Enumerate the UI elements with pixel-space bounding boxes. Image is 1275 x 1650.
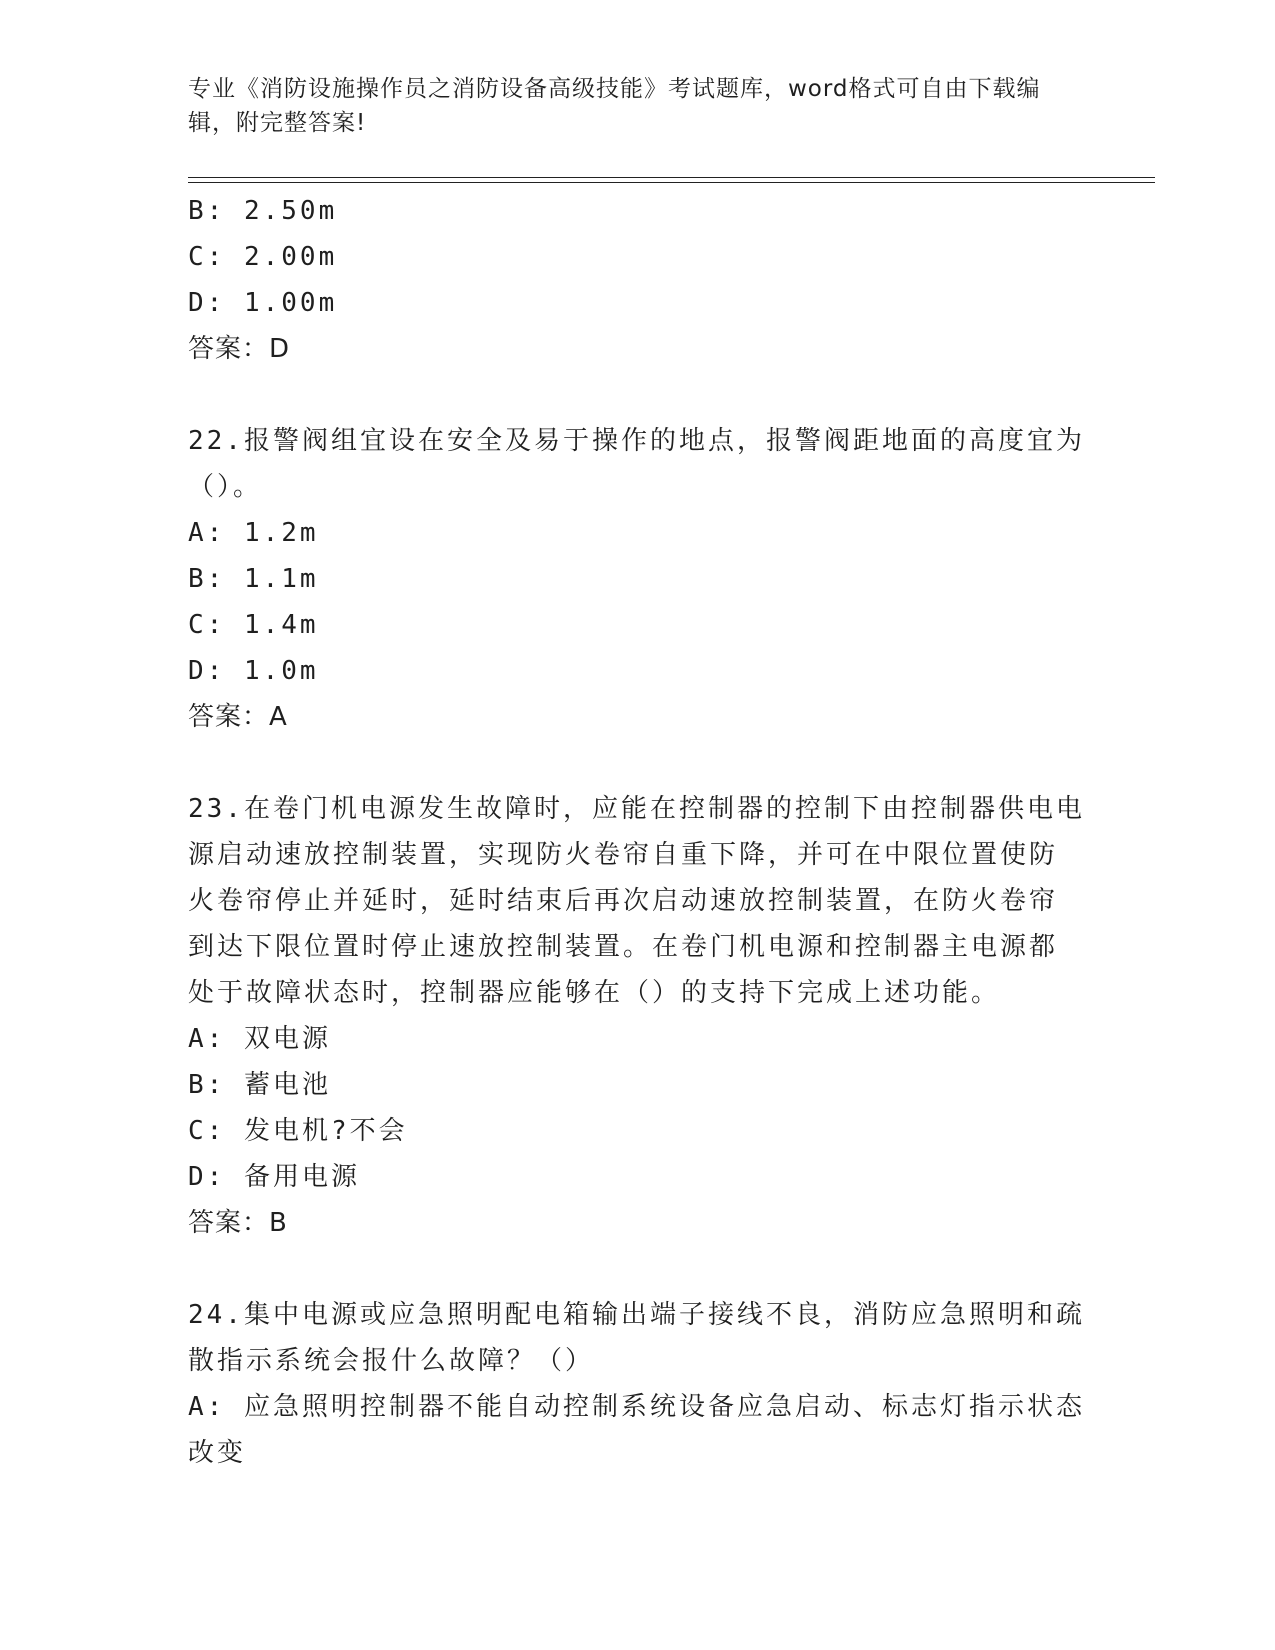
option-a: A: 1.2m: [188, 518, 319, 548]
option-c: C: 1.4m: [188, 610, 319, 640]
question-text-line: 23.在卷门机电源发生故障时，应能在控制器的控制下由控制器供电电: [188, 794, 1085, 824]
question-21-continuation: [188, 188, 1088, 372]
question-24: [188, 1292, 1088, 1476]
option-b: B: 2.50m: [188, 196, 338, 226]
question-22: [188, 418, 1088, 740]
question-text-line: 散指示系统会报什么故障？（）: [188, 1346, 595, 1376]
option-b: B: 1.1m: [188, 564, 319, 594]
answer-line: 答案：A: [188, 702, 288, 732]
option-b: B: 蓄电池: [188, 1070, 331, 1100]
option-a: A: 应急照明控制器不能自动控制系统设备应急启动、标志灯指示状态: [188, 1392, 1085, 1422]
header-divider-top: [188, 177, 1155, 178]
answer-line: 答案：B: [188, 1208, 288, 1238]
option-d: D: 备用电源: [188, 1162, 360, 1192]
header-divider-bottom: [188, 182, 1155, 183]
spacer: [188, 1246, 1088, 1292]
header-title-line-2: 辑，附完整答案!: [188, 110, 367, 136]
question-text-line: 火卷帘停止并延时，延时结束后再次启动速放控制装置，在防火卷帘: [188, 886, 1059, 916]
option-d: D: 1.00m: [188, 288, 338, 318]
spacer: [188, 740, 1088, 786]
question-text-line: 24.集中电源或应急照明配电箱输出端子接线不良，消防应急照明和疏: [188, 1300, 1085, 1330]
question-text-line: 到达下限位置时停止速放控制装置。在卷门机电源和控制器主电源都: [188, 932, 1059, 962]
option-d: D: 1.0m: [188, 656, 319, 686]
spacer: [188, 372, 1088, 418]
option-c: C: 发电机?不会: [188, 1116, 408, 1146]
page-header: [188, 72, 1068, 140]
header-title-line-1: 专业《消防设施操作员之消防设备高级技能》考试题库，word格式可自由下载编: [188, 76, 1041, 102]
question-text-line: 处于故障状态时，控制器应能够在（）的支持下完成上述功能。: [188, 978, 1001, 1008]
option-c: C: 2.00m: [188, 242, 338, 272]
question-text-line: （）。: [188, 472, 263, 502]
question-23: [188, 786, 1088, 1246]
answer-line: 答案：D: [188, 334, 291, 364]
question-text-line: 源启动速放控制装置，实现防火卷帘自重下降，并可在中限位置使防: [188, 840, 1059, 870]
question-text-line: 22.报警阀组宜设在安全及易于操作的地点，报警阀距地面的高度宜为: [188, 426, 1085, 456]
option-a: A: 双电源: [188, 1024, 331, 1054]
option-a-continuation: 改变: [188, 1438, 247, 1468]
question-list: [188, 188, 1088, 1476]
